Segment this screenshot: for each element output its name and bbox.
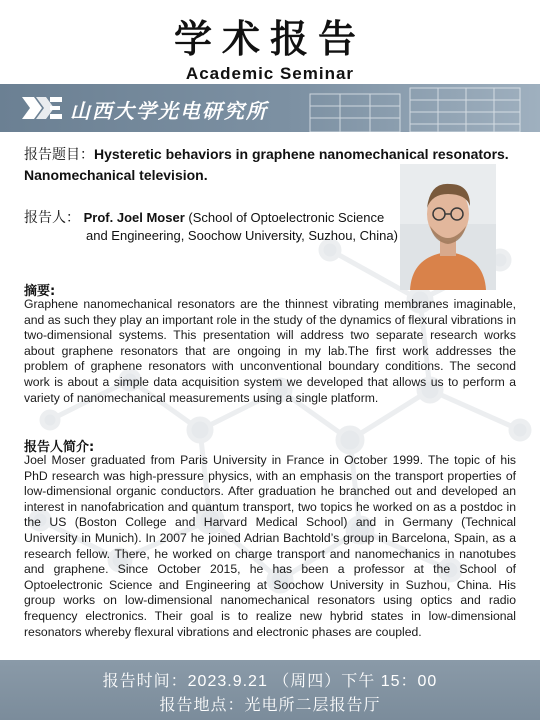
event-time: 报告时间：2023.9.21 （周四）下午 15：00 (102, 673, 438, 690)
abstract-heading: 摘要: (24, 284, 56, 299)
event-info-footer (0, 660, 540, 720)
speaker-photo (400, 164, 496, 290)
bio-text: Joel Moser graduated from Paris University in France in October 1999. The topic of his PhD research was high-pressure physics, with an emphasis on the transport properties of low-dimensional organic conductors. After graduation he branched out and developed an interest in nanofabrication and quantum transport, two topics he worked on as a postdoc in the US (Boston College and Harvard Medical School) and in Germany (Technical University in Munich). In 2007 he joined Adrian Bachtold’s group in Barcelona, Spain, as a research fellow. There, he worked on charge transport and nanomechanics in nanotubes and graphene. Since October 2015, he has been a professor at the School of Optoelectronic Science and Engineering at Soochow University in Suzhou, China. His group works on low-dimensional nanomechanical resonators using optics and radio frequency electronics. Their goal is to realize new hybrid states in low-dimensional resonators whereby flexural vibrations and electronic phases are coupled. (24, 453, 516, 639)
speaker-affiliation-line1: (School of Optoelectronic Science (188, 210, 385, 225)
institute-banner (0, 84, 540, 132)
poster-title-chinese: 学术报告 (173, 16, 366, 61)
speaker-block (24, 208, 404, 245)
talk-title-line2: Nanomechanical television. (24, 167, 208, 183)
speaker-affiliation-line2: and Engineering, Soochow University, Suzhou, China) (86, 228, 398, 243)
institute-logo-icon (20, 93, 64, 123)
talk-title-line1: Hysteretic behaviors in graphene nanomechanical resonators. (94, 146, 509, 162)
abstract-text: Graphene nanomechanical resonators are the thinnest vibrating membranes imaginable, and as such they play an important role in the study of the dynamics of flexural vibrations in two-dimensional systems. This presentation will address two separate research works about graphene resonators that are ongoing in my lab.The first work addresses the problem of graphene resonators with unconventional boundary conditions. The second work is about a simple data acquisition system we developed that allows us to perform a variety of nanomechanical measurements using a single platform. (24, 297, 516, 405)
building-graphic (290, 84, 540, 132)
speaker-name: Prof. Joel Moser (83, 210, 185, 225)
institute-name: 山西大学光电研究所 (70, 99, 268, 123)
event-location: 报告地点：光电所二层报告厅 (159, 697, 381, 714)
talk-title-label: 报告题目： (24, 146, 94, 162)
bio-heading: 报告人简介: (24, 440, 95, 455)
speaker-portrait-graphic (400, 164, 496, 290)
poster-title-english: Academic Seminar (185, 64, 355, 83)
speaker-label: 报告人： (24, 209, 80, 225)
